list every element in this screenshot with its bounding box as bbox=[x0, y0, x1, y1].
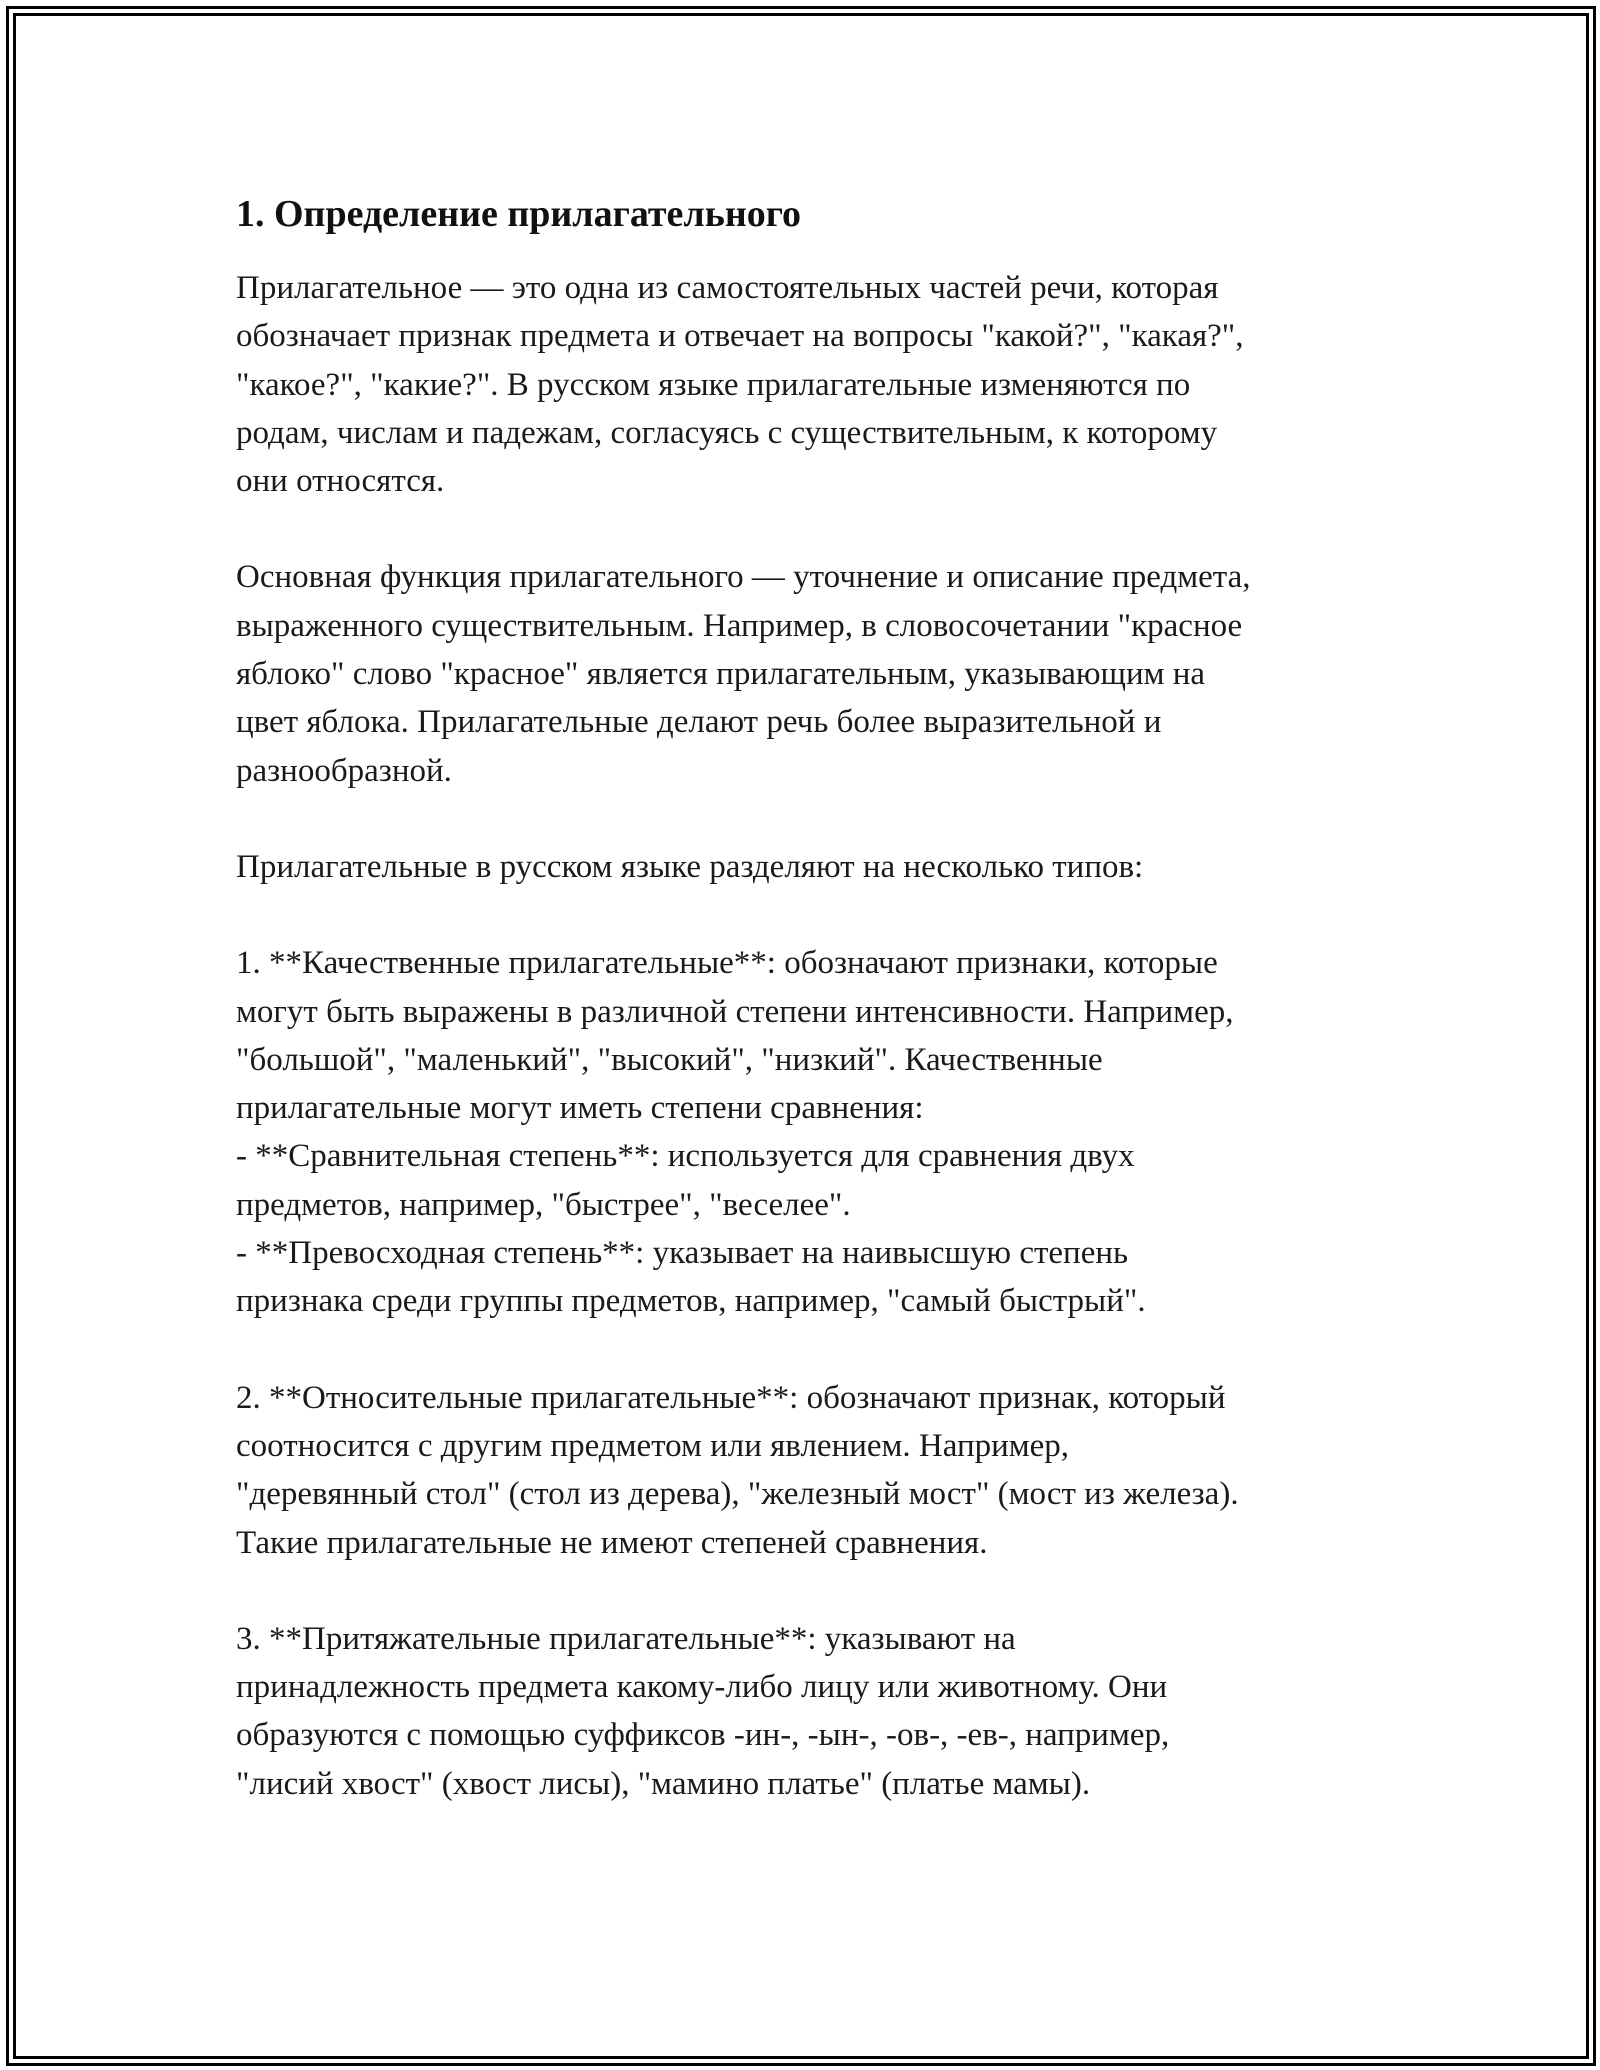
document-body bbox=[236, 186, 1396, 1808]
paragraph-relative: 2. **Относительные прилагательные**: обозначают признак, который соотносится с другим предметом или явлением. Например, "деревянный стол" (стол из дерева), "железный мост" (мост из железа). Такие прилагательные не имеют степеней сравнения. bbox=[236, 1379, 1239, 1561]
paragraph-qualitative: 1. **Качественные прилагательные**: обозначают признаки, которые могут быть выражены в различной степени интенсивности. Например, "большой", "маленький", "высокий", "низкий". Качественные прилагательные могут иметь степени сравнения: - **Сравнительная степень**: используется для сравнения двух предметов, например, "быстрее", "веселее". - **Превосходная степень**: указывает на наивысшую степень признака среди группы предметов, например, "самый быстрый". bbox=[236, 945, 1234, 1320]
paragraph-types-intro: Прилагательные в русском языке разделяют на несколько типов: bbox=[236, 848, 1144, 885]
paragraph-function: Основная функция прилагательного — уточнение и описание предмета, выраженного существительным. Например, в словосочетании "красное яблоко" слово "красное" является прилагательным, указывающим на цвет яблока. Прилагательные делают речь более выразительной и разнообразной. bbox=[236, 559, 1251, 789]
paragraph-definition: Прилагательное — это одна из самостоятельных частей речи, которая обозначает признак предмета и отвечает на вопросы "какой?", "какая?", "какое?", "какие?". В русском языке прилагательные изменяются по родам, числам и падежам, согласуясь с существительным, к которому они относятся. bbox=[236, 270, 1244, 500]
paragraph-possessive: 3. **Притяжательные прилагательные**: указывают на принадлежность предмета какому-либо лицу или животному. Они образуются с помощью суффиксов -ин-, -ын-, -ов-, -ев-, например, "лисий хвост" (хвост лисы), "мамино платье" (платье мамы). bbox=[236, 1620, 1170, 1802]
section-heading: 1. Определение прилагательного bbox=[236, 193, 802, 235]
